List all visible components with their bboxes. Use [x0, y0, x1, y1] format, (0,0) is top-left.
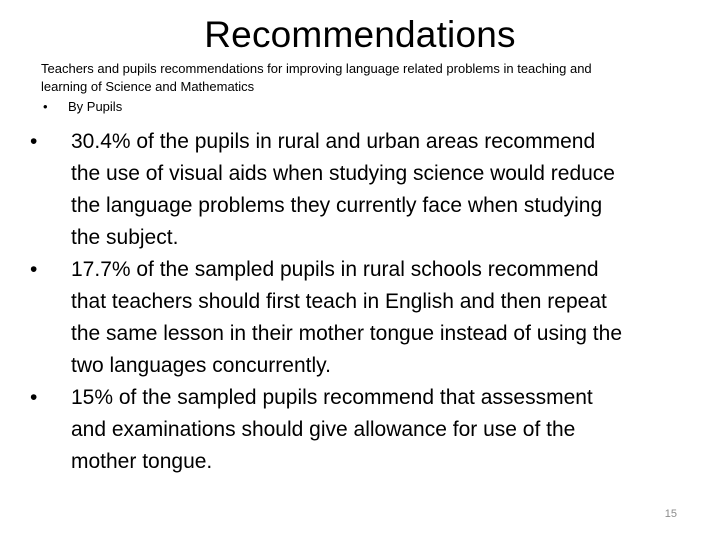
bullet-icon: •: [30, 130, 38, 153]
bullet-text: 30.4% of the pupils in rural and urban areas recommend the use of visual aids when studying science would reduce the language problems they currently face when studying the subject.: [71, 130, 615, 249]
intro-block: [41, 60, 641, 116]
bullet-text: 17.7% of the sampled pupils in rural schools recommend that teachers should first teach in English and then repeat the same lesson in their mother tongue instead of using the two languages concurrently.: [71, 258, 623, 377]
bullet-icon: •: [30, 258, 38, 281]
sub-bullet-item: [41, 98, 641, 116]
slide-title: Recommendations: [204, 14, 516, 55]
bullet-item: [30, 254, 630, 382]
bullet-text: 15% of the sampled pupils recommend that assessment and examinations should give allowance for use of the mother tongue.: [71, 386, 593, 473]
bullet-icon: •: [30, 386, 38, 409]
bullet-item: [30, 126, 630, 254]
page-number: 15: [664, 508, 677, 520]
bullet-list: [30, 126, 630, 478]
intro-text: Teachers and pupils recommendations for improving language related problems in teaching and learning of Science and Mathematics: [41, 61, 592, 94]
sub-bullet-icon: •: [43, 99, 48, 114]
bullet-item: [30, 382, 630, 478]
sub-bullet-label: By Pupils: [68, 99, 123, 114]
